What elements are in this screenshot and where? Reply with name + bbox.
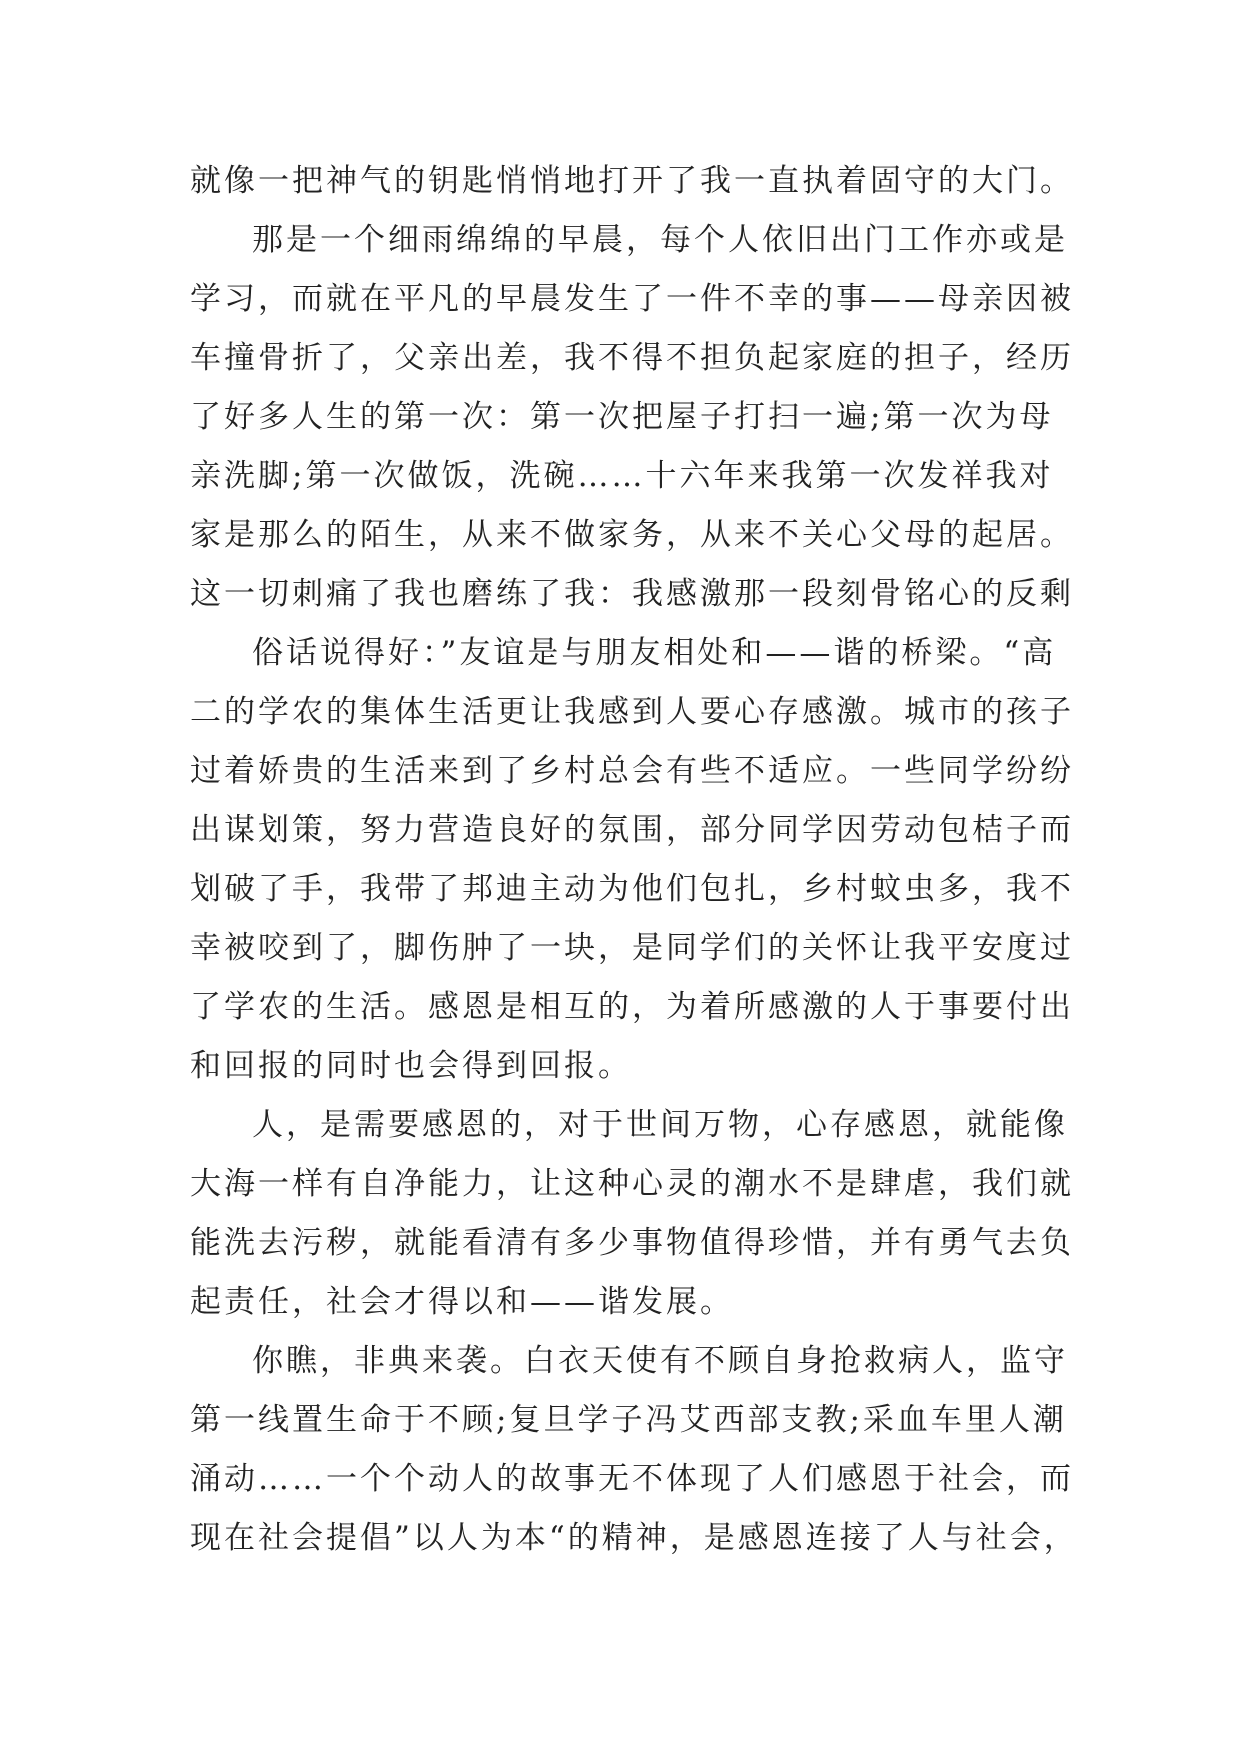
text-line: 能洗去污秽，就能看清有多少事物值得珍惜，并有勇气去负: [190, 1225, 1074, 1261]
text-line: 出谋划策，努力营造良好的氛围，部分同学因劳动包桔子而: [190, 812, 1074, 848]
text-line: 第一线置生命于不顾;复旦学子冯艾西部支教;采血车里人潮: [190, 1402, 1067, 1438]
text-line: 亲洗脚;第一次做饭，洗碗……十六年来我第一次发祥我对: [190, 458, 1054, 494]
text-line: 车撞骨折了，父亲出差，我不得不担负起家庭的担子，经历: [190, 340, 1074, 376]
text-line: 过着娇贵的生活来到了乡村总会有些不适应。一些同学纷纷: [190, 753, 1074, 789]
text-line: 学习，而就在平凡的早晨发生了一件不幸的事——母亲因被: [190, 281, 1074, 317]
text-line: 幸被咬到了，脚伤肿了一块，是同学们的关怀让我平安度过: [190, 930, 1074, 966]
text-line: 二的学农的集体生活更让我感到人要心存感激。城市的孩子: [190, 694, 1074, 730]
document-body: [190, 152, 1078, 1568]
paragraph-start-line: 俗话说得好：”友谊是与朋友相处和——谐的桥梁。“高: [252, 635, 1057, 671]
paragraph-start-line: 人，是需要感恩的，对于世间万物，心存感恩，就能像: [252, 1107, 1068, 1143]
text-line: 家是那么的陌生，从来不做家务，从来不关心父母的起居。: [190, 517, 1074, 553]
text-line: 大海一样有自净能力，让这种心灵的潮水不是肆虐，我们就: [190, 1166, 1074, 1202]
paragraph-start-line: 你瞧，非典来袭。白衣天使有不顾自身抢救病人，监守: [252, 1343, 1068, 1379]
text-line: 这一切刺痛了我也磨练了我：我感激那一段刻骨铭心的反剩: [190, 576, 1074, 612]
text-line: 了学农的生活。感恩是相互的，为着所感激的人于事要付出: [190, 989, 1074, 1025]
paragraph-end-line: 和回报的同时也会得到回报。: [190, 1048, 632, 1084]
paragraph-start-line: 那是一个细雨绵绵的早晨，每个人依旧出门工作亦或是: [252, 222, 1068, 258]
text-line: 了好多人生的第一次：第一次把屋子打扫一遍;第一次为母: [190, 399, 1054, 435]
text-line: 现在社会提倡”以人为本“的精神，是感恩连接了人与社会，: [190, 1520, 1078, 1556]
text-line: 涌动……一个个动人的故事无不体现了人们感恩于社会，而: [190, 1461, 1074, 1497]
paragraph-end-line: 起责任，社会才得以和——谐发展。: [190, 1284, 734, 1320]
text-line: 就像一把神气的钥匙悄悄地打开了我一直执着固守的大门。: [190, 163, 1074, 199]
text-line: 划破了手，我带了邦迪主动为他们包扎，乡村蚊虫多，我不: [190, 871, 1074, 907]
